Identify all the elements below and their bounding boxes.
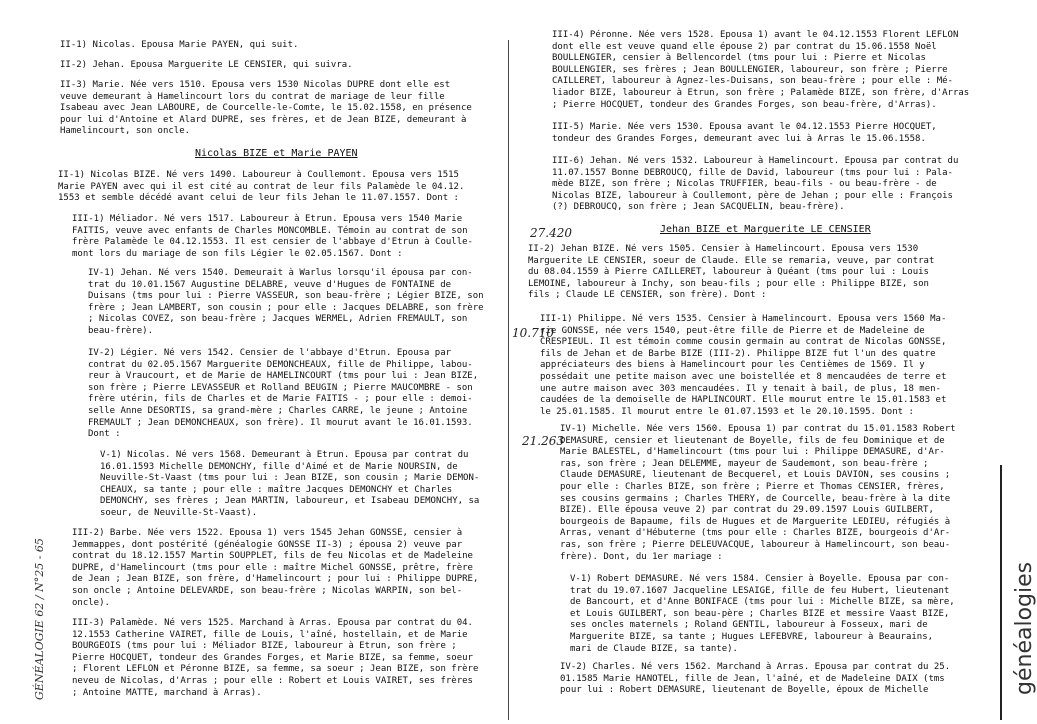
text-line: V-1) Robert DEMASURE. Né vers 1584. Censier à Boyelle. Epousa par con- (570, 574, 950, 584)
handwritten-note: 21.263 (522, 434, 564, 448)
text-line: 16.01.1593 Michelle DEMONCHY, fille d'Aimé et de Marie NOURSIN, de (100, 461, 458, 472)
text-line: du 08.04.1559 à Pierre CAILLERET, laboureur à Quéant (tms pour lui : Louis (528, 267, 929, 278)
text-line: son frère ; Pierre LEVASSEUR et Rolland BEUGIN ; Pierre MAUCOMBRE - son (88, 382, 473, 393)
text-line: II-1) Nicolas BIZE. Né vers 1490. Laboureur à Coullemont. Epousa vers 1515 (58, 170, 459, 180)
text-line: ras, son frère ; Jean DELEMME, mayeur de Saudemont, son beau-frère ; (560, 458, 929, 469)
text-line: ses oncles maternels ; Roland GENTIL, laboureur à Fosseux, mari de (570, 620, 928, 631)
text-line: frère utérin, fils de Charles et de Marie FAITIS - ; pour elle : demoi- (88, 394, 473, 405)
paragraph (88, 348, 478, 441)
text-line: frère Palamède le 04.12.1553. Il est censier de l'abbaye d'Etrun à Coulle- (72, 237, 473, 248)
text-line: et Louis GUILBERT, son beau-père ; Charles BIZE et messire Vaast BIZE, (570, 608, 950, 619)
text-line: III-1) Philippe. Né vers 1535. Censier à Hamelincourt. Epousa vers 1560 Ma- (540, 314, 947, 324)
text-line: mède BIZE, son frère ; Nicolas TRUFFIER, beau-fils - ou beau-frère - de (552, 179, 937, 190)
text-line: Dont : (88, 429, 121, 440)
text-line: II-3) Marie. Née vers 1510. Epousa vers 1530 Nicolas DUPRE dont elle est (60, 80, 451, 90)
text-line: BOURGEOIS (tms pour lui : Méliador BIZE, laboureur à Etrun, son frère ; (72, 641, 457, 652)
text-line: fils de Jehan et de Barbe BIZE (III-2). Philippe BIZE fut l'un des quatre (540, 348, 936, 359)
text-line: Marguerite BIZE, sa tante ; Hugues LEFEBVRE, laboureur à Beaurains, (570, 631, 934, 642)
handwritten-note: 27.420 (530, 226, 572, 240)
text-line: liador BIZE, laboureur à Etrun, son frère ; Palamède BIZE, son frère, d'Arras (552, 87, 970, 98)
paragraph (60, 40, 298, 52)
text-line: appréciateurs des biens à Hamelincourt pour les Centièmes de 1569. Il y (540, 360, 925, 371)
text-line: Neuville-St-Vaast (tms pour lui : Jean BIZE, son cousin ; Marie DEMON- (100, 473, 480, 484)
section-heading: Jehan BIZE et Marguerite LE CENSIER (660, 224, 871, 235)
edge-rule (1000, 465, 1002, 720)
text-line: IV-1) Michelle. Née vers 1560. Epousa 1) par contrat du 15.01.1583 Robert (560, 424, 956, 434)
paragraph (552, 156, 958, 214)
paragraph (72, 214, 473, 260)
text-line: III-5) Marie. Née vers 1530. Epousa avant le 04.12.1553 Pierre HOCQUET, (552, 122, 937, 132)
text-line: (?) DEBROUCQ, son frère ; Jean SACQUELIN, beau-frère). (552, 202, 845, 213)
text-line: oncle). (72, 597, 110, 608)
text-line: selle Anne DESORTIS, sa grand-mère ; Charles CARRE, le jeune ; Antoine (88, 405, 468, 416)
text-line: Jemmappes, dont postérité (généalogie GONSSE II-3) ; épousa 2) veuve par (72, 539, 463, 550)
text-line: Pierre HOCQUET, tondeur des Grandes Forges, et Marie BIZE, sa femme, soeur (72, 652, 473, 663)
text-line: Marie PAYEN avec qui il est cité au contrat de leur fils Palamède le 04.12. (58, 181, 465, 192)
text-line: ras, son frère ; Pierre DELEUVACQUE, laboureur à Hamelincourt, son beau- (560, 539, 951, 550)
text-line: rie GONSSE, née vers 1540, peut-être fille de Pierre et de Madeleine de (540, 325, 925, 336)
text-line: pour lui d'Antoine et Alard DUPRE, ses frères, et de Jean BIZE, demeurant à (60, 114, 467, 125)
text-line: pour elle : Charles BIZE, son frère ; Pierre et Thomas CENSIER, frères, (560, 481, 945, 492)
text-line: caudées de la demoiselle de HAPLINCOURT. Elle mourut entre le 15.01.1583 et (540, 395, 947, 406)
text-line: Arras, venant d'Hébuterne (tms pour elle : Charles BIZE, bourgeois d'Ar- (560, 528, 951, 539)
text-line: V-1) Nicolas. Né vers 1568. Demeurant à Etrun. Epousa par contrat du (100, 450, 469, 460)
text-line: ; Antoine MATTE, marchand à Arras). (72, 687, 262, 698)
text-line: CAILLERET, laboureur à Agnez-les-Duisans, son beau-frère ; pour elle : Mé- (552, 76, 953, 87)
text-line: II-2) Jehan. Epousa Marguerite LE CENSIER, qui suivra. (60, 60, 353, 70)
text-line: DUPRE, d'Hamelincourt (tms pour elle : maître Michel GONSSE, prêtre, frère (72, 562, 473, 573)
paragraph (72, 618, 478, 699)
text-line: II-1) Nicolas. Epousa Marie PAYEN, qui suit. (60, 40, 299, 50)
text-line: une autre maison avec 303 mencaudées. Il y tenait à bail, de plus, 18 men- (540, 383, 941, 394)
text-line: III-1) Méliador. Né vers 1517. Laboureur à Etrun. Epousa vers 1540 Marie (72, 214, 463, 224)
text-line: dont elle est veuve quand elle épouse 2) par contrat du 15.06.1558 Noël (552, 41, 937, 52)
text-line: III-4) Péronne. Née vers 1528. Epousa 1) avant le 04.12.1553 Florent LEFLON (552, 30, 959, 40)
text-line: III-3) Palamède. Né vers 1525. Marchand à Arras. Epousa par contrat du 04. (72, 618, 473, 628)
text-line: de Jean ; Jean BIZE, son frère, d'Hamelincourt ; pour lui : Philippe DUPRE, (72, 574, 479, 585)
text-line: Isabeau avec Jean LABOURE, de Courcelle-le-Comte, le 15.02.1558, en présence (60, 103, 472, 114)
text-line: CRESPIEUL. Il est témoin comme cousin germain au contrat de Nicolas GONSSE, (540, 337, 947, 348)
text-line: DEMASURE, censier et lieutenant de Boyelle, fils de feu Dominique et de (560, 435, 945, 446)
text-line: II-2) Jehan BIZE. Né vers 1505. Censier à Hamelincourt. Epousa vers 1530 (528, 244, 919, 254)
text-line: LEMOINE, laboureur à Inchy, son beau-fils ; pour elle : Philippe BIZE, son (528, 278, 929, 289)
text-line: DEMONCHY, ses frères ; Jean MARTIN, laboureur, et Isabeau DEMONCHY, sa (100, 496, 480, 507)
text-line: ; Florent LEFLON et Péronne BIZE, sa femme, sa soeur ; Jean BIZE, son frère (72, 664, 479, 675)
text-line: IV-1) Jehan. Né vers 1540. Demeurait à Warlus lorsqu'il épousa par con- (88, 268, 473, 278)
text-line: soeur, de Neuville-St-Vaast). (100, 507, 258, 518)
text-line: veuve demeurant à Hamelincourt lors du contrat de mariage de leur fille (60, 91, 445, 102)
text-line: 01.1585 Marie HANOTEL, fille de Jean, l'aîné, et de Madeleine DAIX (tms (560, 673, 945, 684)
paragraph (528, 244, 934, 302)
text-line: ses cousins germains ; Charles THERY, de Courcelle, beau-frère à la dite (560, 493, 951, 504)
text-line: beau-frère). (88, 325, 154, 336)
text-line: III-2) Barbe. Née vers 1522. Epousa 1) vers 1545 Jehan GONSSE, censier à (72, 528, 463, 538)
text-line: FAITIS, veuve avec enfants de Charles MONCOMBLE. Témoin au contrat de son (72, 225, 468, 236)
text-line: fils ; Claude LE CENSIER, son frère). Dont : (528, 290, 767, 301)
text-line: ; Pierre HOCQUET, tondeur des Grandes Forges, son beau-frère, d'Arras). (552, 99, 937, 110)
text-line: IV-2) Charles. Né vers 1562. Marchand à Arras. Epousa par contrat du 25. (560, 662, 951, 672)
text-line: BIZE). Elle épousa veuve 2) par contrat du 29.09.1597 Louis GUILBERT, (560, 505, 934, 516)
text-line: contrat du 02.05.1567 Marguerite DEMONCHEAUX, fille de Philippe, labou- (88, 359, 473, 370)
handwritten-note: 10.710 (512, 326, 554, 340)
text-line: le 25.01.1585. Il mourut entre le 01.07.1593 et le 20.10.1595. Dont : (540, 406, 914, 417)
paragraph (88, 268, 484, 338)
text-line: pour lui : Robert DEMASURE, lieutenant de Boyelle, époux de Michelle (560, 685, 929, 696)
text-line: de Bancourt, et d'Anne BONIFACE (tms pour lui : Michelle BIZE, sa mère, (570, 597, 955, 608)
paragraph (100, 450, 479, 520)
column-divider (508, 40, 509, 720)
paragraph (60, 60, 353, 72)
paragraph (570, 574, 955, 655)
text-line: Claude DEMASURE, lieutenant de Becquerel, et Louis DAVION, ses cousins ; (560, 470, 951, 481)
text-line: frère). Dont, du 1er mariage : (560, 551, 723, 562)
text-line: bourgeois de Bapaume, fils de Hugues et de Marguerite LEDIEU, réfugiés à (560, 516, 951, 527)
text-line: neveu de Nicolas, d'Arras ; pour elle : Robert et Louis VAIRET, ses frères (72, 675, 473, 686)
text-line: Marie BALESTEL, d'Hamelincourt (tms pour lui : Philippe DEMASURE, d'Ar- (560, 447, 945, 458)
text-line: contrat du 18.12.1557 Martin SOUPPLET, fils de feu Nicolas et de Madeleine (72, 551, 473, 562)
text-line: III-6) Jehan. Né vers 1532. Laboureur à Hamelincourt. Epousa par contrat du (552, 156, 959, 166)
paragraph (560, 424, 956, 563)
paragraph (72, 528, 478, 609)
text-line: tondeur des Grandes Forges, demeurant avec lui à Arras le 15.06.1558. (552, 133, 926, 144)
journal-page-label: GÉNÉALOGIE 62 / N°25 - 65 (33, 538, 46, 700)
text-line: FREMAULT ; Jean DEMONCHEAUX, son frère). Il mourut avant le 16.01.1593. (88, 417, 473, 428)
text-line: son oncle ; Antoine DELEVARDE, son beau-frère ; Nicolas WARPIN, son bel- (72, 585, 463, 596)
paragraph (552, 30, 969, 111)
text-line: 11.07.1557 Bonne DEBROUCQ, fille de David, laboureur (tms pour lui : Pala- (552, 167, 953, 178)
paragraph (560, 662, 950, 697)
text-line: mari de Claude BIZE, sa tante). (570, 643, 738, 654)
text-line: trat du 10.01.1567 Augustine DELABRE, veuve d'Hugues de FONTAINE de (88, 279, 452, 290)
text-line: 12.1553 Catherine VAIRET, fille de Louis, l'aîné, hostellain, et de Marie (72, 629, 468, 640)
paragraph (540, 314, 946, 418)
text-line: possédait une petite maison avec une boistellée et 8 mencaudées de terre et (540, 371, 947, 382)
text-line: BOULLENGIER, ses frères ; Jean BOULLENGIER, laboureur, son frère ; Pierre (552, 64, 948, 75)
text-line: Duisans (tms pour lui : Pierre VASSEUR, son beau-frère ; Légier BIZE, son (88, 291, 484, 302)
text-line: Hamelincourt, son oncle. (60, 126, 191, 137)
text-line: reur à Vraucourt, et de Marie de HAMELINCOURT (tms pour lui : Jean BIZE, (88, 371, 479, 382)
text-line: Nicolas BIZE, laboureur à Coullemont, père de Jehan ; pour elle : François (552, 190, 953, 201)
text-line: ; Nicolas COVEZ, son beau-frère ; Jacques WERMEL, Adrien FREMAULT, son (88, 314, 468, 325)
paragraph (552, 122, 937, 145)
text-line: trat du 19.07.1607 Jacqueline LESAIGE, fille de feu Hubert, lieutenant (570, 585, 950, 596)
text-line: Marguerite LE CENSIER, soeur de Claude. Elle se remaria, veuve, par contrat (528, 255, 935, 266)
paragraph (58, 170, 464, 205)
section-heading: Nicolas BIZE et Marie PAYEN (195, 148, 358, 159)
text-line: 1553 et semble décédé avant celui de leur fils Jehan le 11.07.1557. Dont : (58, 193, 459, 204)
paragraph (60, 80, 472, 138)
text-line: CHEAUX, sa tante ; pour elle : maître Jacques DEMONCHY et Charles (100, 484, 453, 495)
text-line: mont lors du mariage de son fils Légier le 02.05.1567. Dont : (72, 248, 403, 259)
text-line: frère ; Jean LAMBERT, son cousin ; pour elle : Jacques DELABRE, son frère (88, 302, 484, 313)
journal-title-label: généalogies (1012, 561, 1037, 695)
text-line: BOULLENGIER, censier à Bellencordel (tms pour lui : Pierre et Nicolas (552, 53, 926, 64)
text-line: IV-2) Légier. Né vers 1542. Censier de l'abbaye d'Etrun. Epousa par (88, 348, 452, 358)
